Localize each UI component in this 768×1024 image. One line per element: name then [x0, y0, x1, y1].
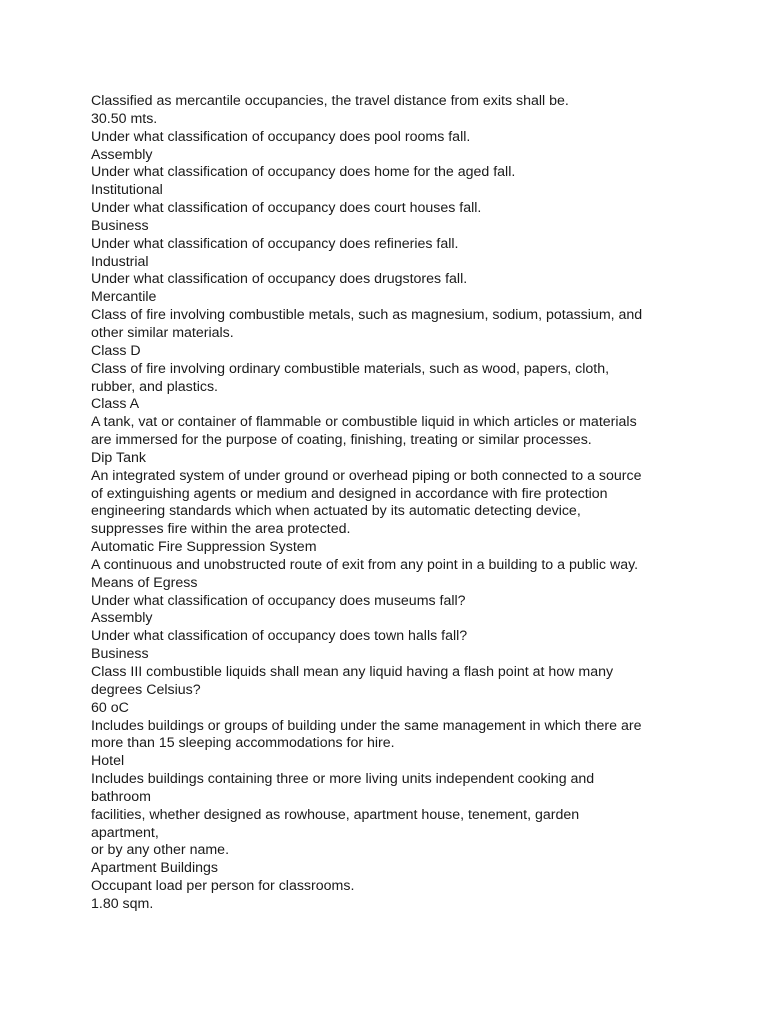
document-text-line: Assembly [91, 610, 153, 627]
document-text-line: Assembly [91, 146, 153, 163]
document-text-line: Includes buildings containing three or more living units independent cooking and [91, 771, 595, 788]
document-text-line: Under what classification of occupancy does home for the aged fall. [91, 164, 516, 181]
document-text-line: facilities, whether designed as rowhouse, apartment house, tenement, garden [91, 806, 580, 823]
document-text-line: Class of fire involving combustible metals, such as magnesium, sodium, potassium, and [91, 307, 643, 324]
document-text-line: Class D [91, 342, 141, 359]
document-text-line: Class of fire involving ordinary combustible materials, such as wood, papers, cloth, [91, 360, 610, 377]
document-text-line: bathroom [91, 788, 151, 805]
document-text-line: A tank, vat or container of flammable or combustible liquid in which articles or materials [91, 414, 637, 431]
document-text-line: Under what classification of occupancy does pool rooms fall. [91, 128, 471, 145]
document-text-line: Business [91, 217, 149, 234]
document-text-line: Automatic Fire Suppression System [91, 539, 317, 556]
document-text-line: Institutional [91, 182, 163, 199]
document-text-line: more than 15 sleeping accommodations for hire. [91, 735, 395, 752]
document-text-line: Apartment Buildings [91, 860, 218, 877]
document-text-line: Classified as mercantile occupancies, the travel distance from exits shall be. [91, 93, 569, 109]
document-text-line: of extinguishing agents or medium and designed in accordance with fire protection [91, 485, 608, 502]
document-text-line: rubber, and plastics. [91, 378, 218, 395]
document-text-line: or by any other name. [91, 842, 230, 859]
document-text-line: Under what classification of occupancy does refineries fall. [91, 235, 459, 252]
document-text-line: Under what classification of occupancy does court houses fall. [91, 200, 482, 217]
document-text-line: apartment, [91, 824, 159, 841]
document-text-line: are immersed for the purpose of coating, finishing, treating or similar processes. [91, 432, 592, 449]
document-text-line: A continuous and unobstructed route of exit from any point in a building to a public way. [91, 556, 639, 573]
document-text-line: engineering standards which when actuated by its automatic detecting device, [91, 503, 581, 520]
document-text-line: Class A [91, 396, 140, 413]
document-text-line: Under what classification of occupancy does town halls fall? [91, 628, 468, 645]
document-text-line: Business [91, 646, 149, 663]
document-text-line: suppresses fire within the area protected. [91, 521, 351, 538]
document-text-line: Dip Tank [91, 449, 146, 466]
document-text-line: Class III combustible liquids shall mean any liquid having a flash point at how many [91, 664, 614, 680]
document-text-line: Mercantile [91, 289, 157, 306]
document-text-line: degrees Celsius? [91, 681, 201, 698]
document-body [91, 93, 691, 914]
document-text-line: 1.80 sqm. [91, 895, 154, 912]
document-text-line: other similar materials. [91, 324, 234, 341]
document-text-line: 60 oC [91, 699, 129, 716]
document-text-line: Hotel [91, 753, 125, 770]
document-text-line: Occupant load per person for classrooms. [91, 878, 355, 895]
document-text-line: Under what classification of occupancy does museums fall? [91, 592, 466, 609]
document-text-line: An integrated system of under ground or overhead piping or both connected to a source [91, 467, 642, 484]
document-text-line: 30.50 mts. [91, 110, 158, 127]
document-text-line: Industrial [91, 253, 149, 270]
document-text-line: Includes buildings or groups of building under the same management in which there are [91, 717, 642, 734]
document-text-line: Means of Egress [91, 574, 198, 591]
document-text-line: Under what classification of occupancy does drugstores fall. [91, 271, 468, 288]
